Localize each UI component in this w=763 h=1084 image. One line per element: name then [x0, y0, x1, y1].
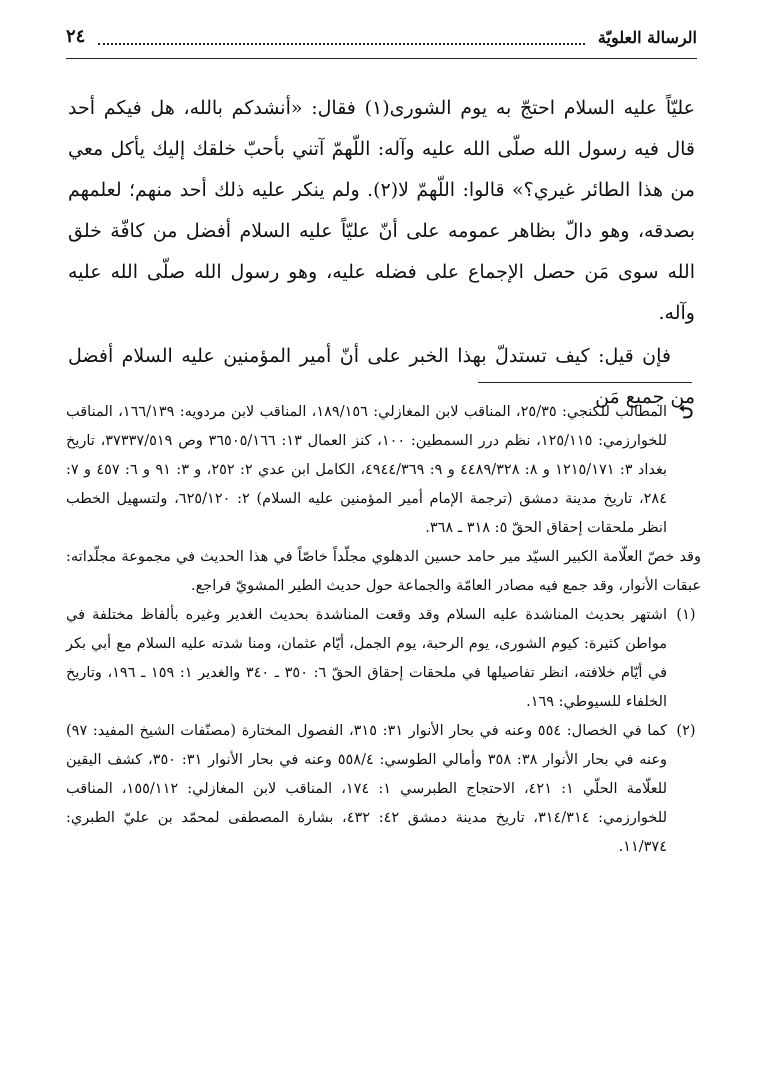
footnote-continuation-2: وقد خصّ العلّامة الكبير السيّد مير حامد حسين الدهلوي مجلّداً خاصّاً في هذا الحديث في مجموعة مجلّداته: عبقات الأنوار، وقد جمع فيه مصادر العامّة والجماعة حول حديث الطير المشويّ فراجع. — [66, 549, 701, 594]
running-title: الرسالة العلويّة — [594, 28, 697, 47]
footnote-1-marker: (١) — [676, 607, 696, 623]
main-text — [68, 88, 695, 418]
main-paragraph-2: فإن قيل: كيف تستدلّ بهذا الخبر على أنّ أمير المؤمنين عليه السلام أفضل من جميع مَن — [68, 345, 695, 408]
footnote-continuation — [66, 398, 701, 543]
header-rule — [66, 58, 697, 59]
footnote-1-text: اشتهر بحديث المناشدة عليه السلام وقد وقعت المناشدة بحديث الغدير وغيره بألفاظ مختلفة في مواطن كثيرة: كيوم الشورى، يوم الرحبة، يوم الجمل، أيّام عثمان، ومنا شدته عليه السلام مع أبي بكر في أيّام خلافته، انظر تفاصيلها في ملحقات إحقاق الحقّ ٦: ٣٥٠ ـ ٣٤٠ والغدير ١: ١٥٩ ـ ١٩٦، وتاريخ الخلفاء للسيوطي: ١٦٩. — [66, 607, 667, 710]
footnote-2-marker: (٢) — [676, 723, 696, 739]
page-number: ٢٤ — [66, 26, 89, 47]
main-paragraph-1: عليّاً عليه السلام احتجّ به يوم الشورى(١) فقال: «أنشدكم بالله، هل فيكم أحد قال فيه رسول الله صلّى الله عليه وآله: اللّهمّ آتني بأحبّ خلقك إليك يأكل معي من هذا الطائر غيري؟» قالوا: اللّهمّ لا(٢). ولم ينكر عليه ذلك أحد منهم؛ لعلمهم بصدقه، وهو دالّ بظاهر عمومه على أنّ عليّاً عليه السلام أفضل من كافّة خلق الله سوى مَن حصل الإجماع على فضله عليه، وهو رسول الله صلّى الله عليه وآله. — [68, 97, 695, 324]
footnotes — [66, 398, 701, 862]
continuation-arrow-icon: ⮌ — [678, 402, 694, 423]
footnote-continuation-text: المطالب للكنجي: ٢٥/٣٥، المناقب لابن المغازلي: ١٨٩/١٥٦، المناقب لابن مردويه: ١٦٦/١٣٩، المناقب للخوارزمي: ١٢٥/١١٥، نظم درر السمطين: ١٠٠، كنز العمال ١٣: ٣٦٥٠٥/١٦٦ وص ٣٧٣٣٧/٥١٩، تاريخ بغداد ٣: ١٢١٥/١٧١ و ٨: ٤٤٨٩/٣٢٨ و ٩: ٤٩٤٤/٣٦٩، الكامل ابن عدي ٢: ٢٥٢، و ٣: ٩١ و ٦: ٤٥٧ و ٧: ٢٨٤، تاريخ مدينة دمشق (ترجمة الإمام أمير المؤمنين عليه السلام) ٢: ٦٢٥/١٢٠، ولتسهيل الخطب انظر ملحقات إحقاق الحقّ ٥: ٣١٨ ـ ٣٦٨. — [66, 404, 668, 536]
footnote-1 — [66, 601, 701, 717]
header-dotted-leader — [98, 43, 585, 45]
footnote-2-text: كما في الخصال: ٥٥٤ وعنه في بحار الأنوار ٣١: ٣١٥، الفصول المختارة (مصنّفات الشيخ المفيد: ٩٧) وعنه في بحار الأنوار ٣٨: ٣٥٨ وأمالي الطوسي: ٥٥٨/٤ وعنه في بحار الأنوار ٣١: ٣٥٠، كشف اليقين للعلّامة الحلّي ١: ٤٢١، الاحتجاج الطبرسي ١: ١٧٤، المناقب لابن المغازلي: ١٥٥/١١٢، المناقب للخوارزمي: ٣١٤/٣١٤، تاريخ مدينة دمشق ٤٢: ٤٣٢، بشارة المصطفى لمحمّد بن عليّ الطبري: ١١/٣٧٤. — [66, 723, 668, 855]
footnote-separator — [478, 382, 692, 383]
running-header — [66, 28, 697, 58]
footnote-2 — [66, 717, 701, 862]
